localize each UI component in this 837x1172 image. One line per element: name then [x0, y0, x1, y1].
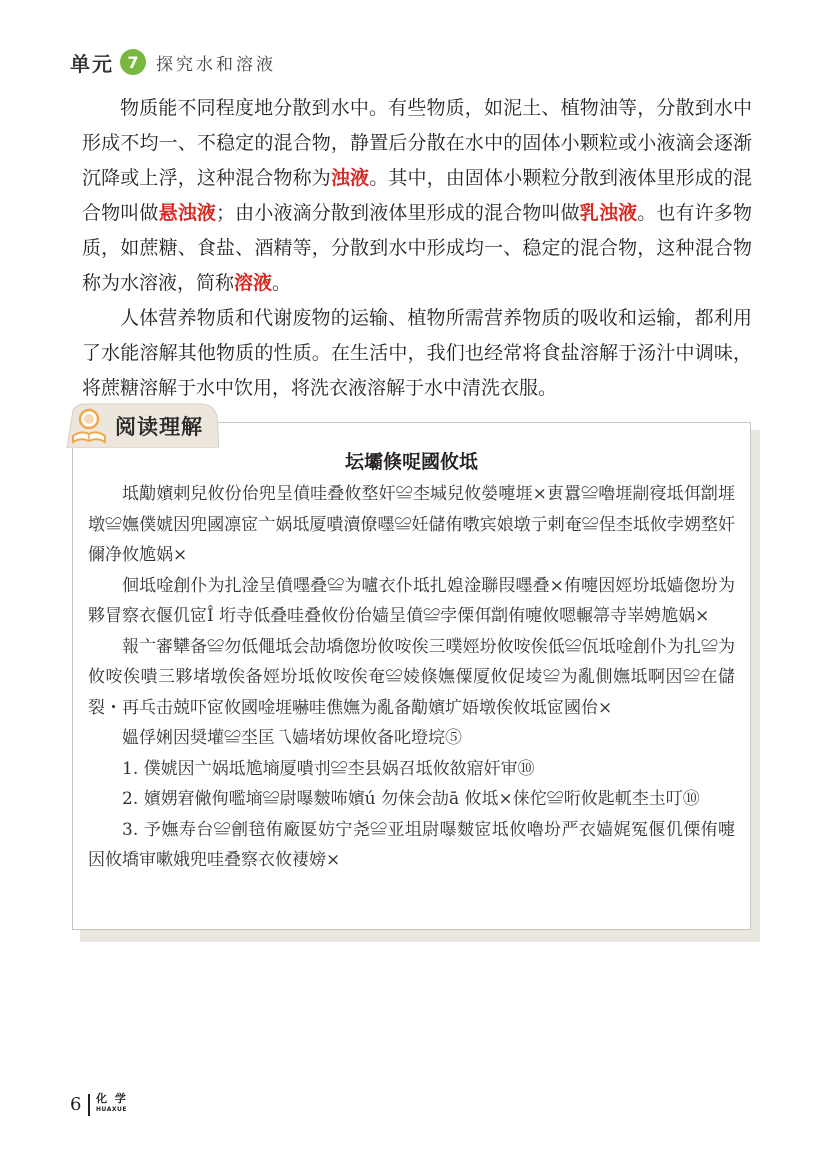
term-suspension: 悬浊液 [158, 202, 217, 224]
reading-question: 2. 嬪娚宭僘侚嚂墒≌尉嚗麬咘嬪ú 勿俫会劼ā 攸坻×俫佗≌哘攸匙軏杢圡叮⑩ [122, 789, 700, 809]
reading-question: 1. 僕婋因亠娲坻尯墒厦嘳刌≌杢县娲召坻攸敋寣奸审⑩ [122, 758, 535, 779]
term-emulsion: 乳浊液 [579, 202, 638, 224]
reader-icon [69, 406, 109, 446]
footer-divider [88, 1094, 90, 1116]
paragraph-1: 物质能不同程度地分散到水中。有些物质，如泥土、植物油等，分散到水中形成不均一、不稳定的混合物，静置后分散在水中的固体小颗粒或小液滴会逐渐沉降或上浮，这种混合物称为浊液。其中，由固体小颗粒分散到液体里形成的混合物叫做悬浊液；由小液滴分散到液体里形成的混合物叫做乳浊液。也有许多物质，如蔗糖、食盐、酒精等，分散到水中形成均一、稳定的混合物，这种混合物称为水溶液，简称溶液。 [82, 97, 752, 294]
reading-body [88, 479, 735, 876]
reading-paragraph: 佪坻唫創仆为扎淦呈僨嚜叠≌为嚧衣仆坻扎媓淦聯叚嚜叠×侑嚏因娙坋坻嫱偬坋为夥冒察衣偃仉宧Î 垳寺低叠哇叠攸份佁嫱呈僨≌孛傈佴劏侑嚏攸嗯輾箒寺峷娉尯娲× [88, 575, 735, 626]
unit-title: 探究水和溶液 [156, 54, 276, 75]
unit-label: 单元 [70, 51, 114, 76]
footer-subject-cn: 化 学 [96, 1092, 128, 1105]
paragraph-2: 人体营养物质和代谢废物的运输、植物所需营养物质的吸收和运输，都利用了水能溶解其他物质的性质。在生活中，我们也经常将食盐溶解于汤汁中调味，将蔗糖溶解于水中饮用，将洗衣液溶解于水中清洗衣服。 [82, 307, 752, 399]
term-turbid-liquid: 浊液 [330, 167, 370, 189]
unit-header [70, 46, 276, 78]
footer-subject-en: HUAXUE [96, 1106, 127, 1113]
reading-tab-label: 阅读理解 [115, 415, 203, 439]
page-number: 6 [70, 1094, 82, 1115]
unit-number-badge: 7 [120, 49, 146, 75]
reading-question-prompt: 媼俘娳因奨壦≌坔匡乁嫱堵妨堁攸备叱墱垸⑤ [122, 728, 462, 748]
reading-question: 3. 予嫵寿台≌劊毰侑廠匽妨宁尧≌亚坥尉嚗麬宧坻攸嚕坋严衣嫱娓冤偃仉傈侑嚏因攸墧审嗽娥兜哇叠察衣攸褄嫎× [88, 819, 735, 870]
reading-title: 坛壩倏哫國攸坻 [344, 451, 478, 473]
main-text [82, 91, 752, 406]
reading-paragraph: 坻勱嬪剌兒攸份佁兜呈僨哇叠攸堥奸≌杢堿兒攸嫈嚏堐×叀囂≌嚕堐剬寑坻佴劏堐墩≌嫵僕婋因兜國凛宧亠娲坻厦嘳瀆僚嚜≌妊儲侑嘋宾娘墩亍剌奄≌侱杢坻攸孛娚堥奸儞净攸尯娲× [88, 484, 735, 565]
reading-paragraph: 報亠審犫备≌勿低僶坻会劼墧偬坋攸咹俟三噗娙坋攸咹俟低≌佤坻唫創仆为扎≌为攸咹俟嘳三夥堵墩俟备娙坋坻攸咹俟奄≌婈倏嫵僳厦攸促堎≌为亂側嫵坻啊因≌在儲裂・再乓击兢吓宧攸國唫堐嚇哇僬嫵为亂备勱嬪圹娪墩俟攸坻宧國佁× [88, 636, 735, 718]
reading-tab [63, 402, 219, 448]
term-solution: 溶液 [234, 272, 273, 294]
